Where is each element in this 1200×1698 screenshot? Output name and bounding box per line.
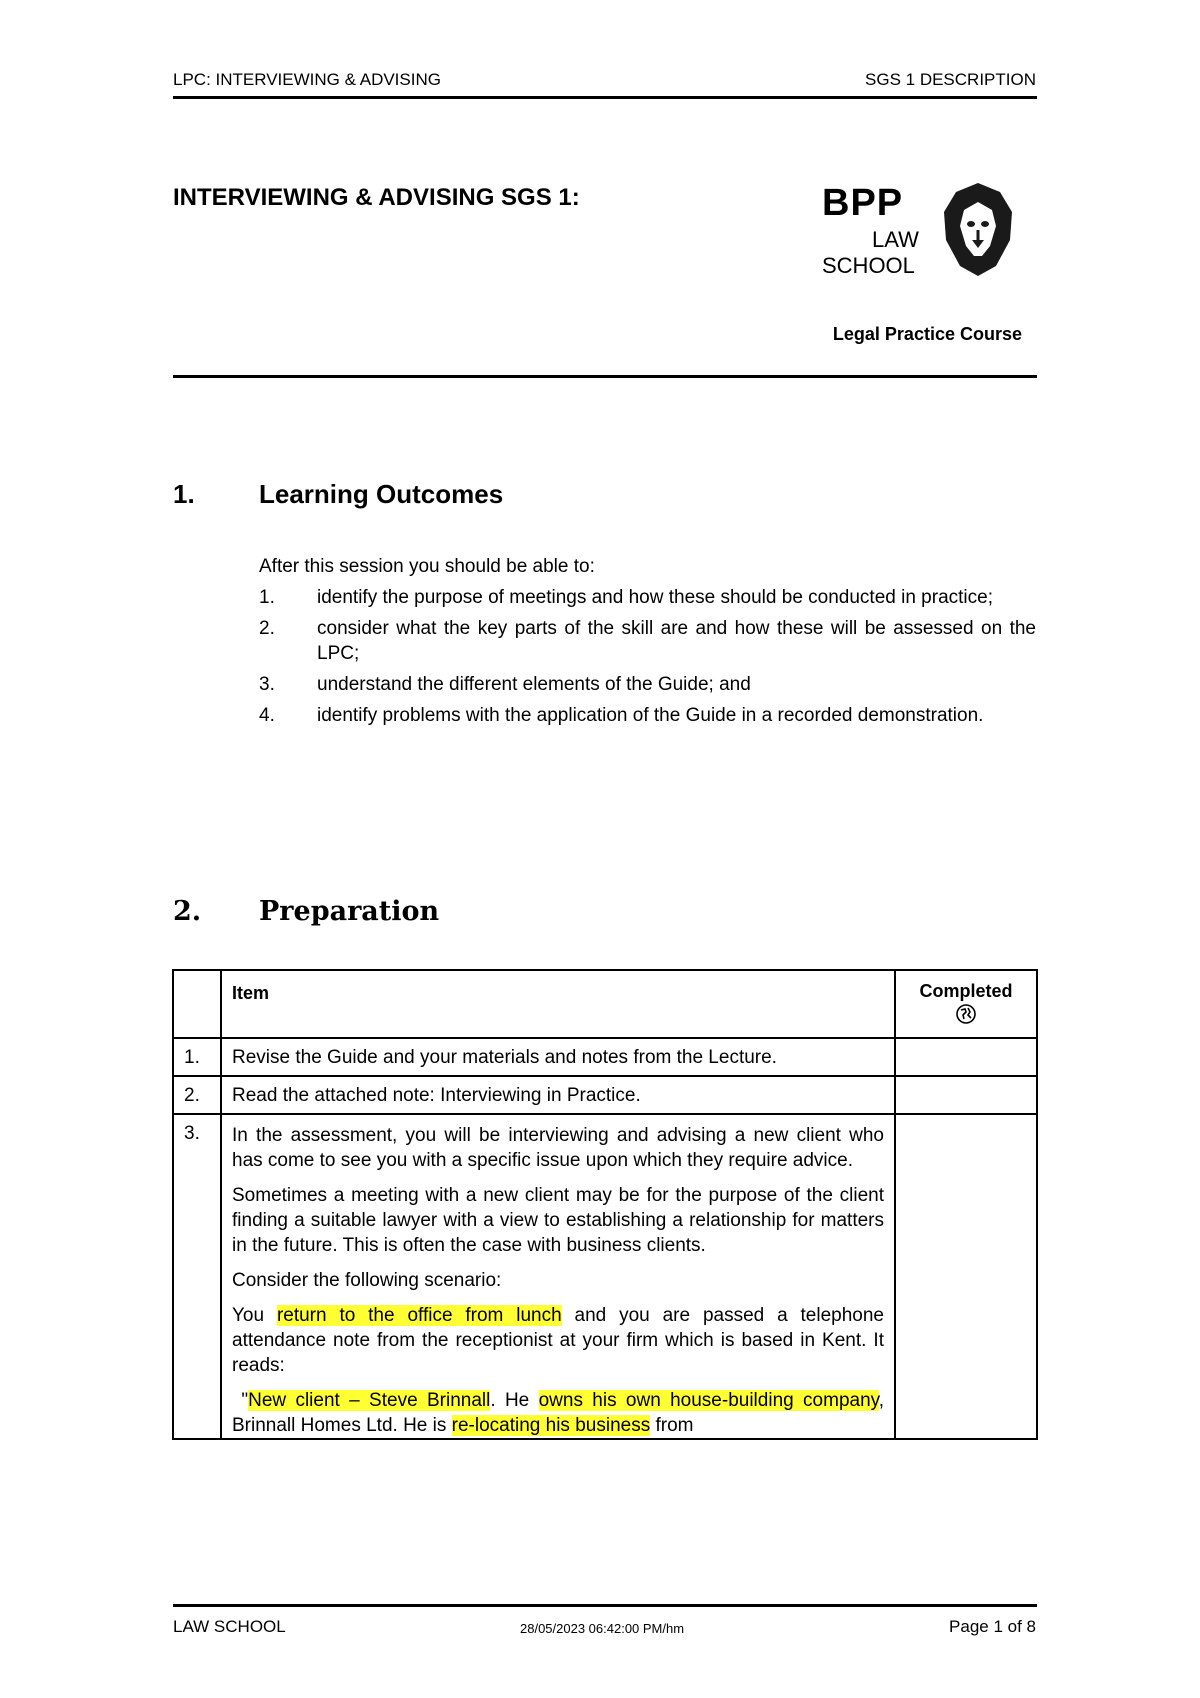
row-number: 2. [173, 1076, 221, 1114]
list-item-text: understand the different elements of the Guide; and [317, 674, 751, 695]
completed-label: Completed [919, 981, 1013, 1001]
list-item-text: identify problems with the application of the Guide in a recorded demonstration. [317, 705, 984, 726]
text-run: , Brinnall Homes Ltd. He is [232, 1390, 885, 1436]
text-run: and you are passed a telephone attendance note from the receptionist at your firm which is based in Kent. It reads: [232, 1305, 884, 1376]
list-item-number: 3. [259, 674, 275, 695]
preparation-table [172, 969, 1038, 1440]
logo-law-text: LAW [872, 227, 919, 252]
list-item [259, 616, 1036, 666]
text-run: " [241, 1390, 249, 1411]
table-row [173, 1114, 1037, 1439]
document-title: INTERVIEWING & ADVISING SGS 1: [173, 184, 580, 211]
section-2-heading: Preparation [259, 896, 440, 927]
row-item: Revise the Guide and your materials and notes from the Lecture. [221, 1038, 895, 1076]
logo-school-text: SCHOOL [822, 253, 915, 278]
header-cell-completed [895, 970, 1037, 1038]
list-item [259, 672, 1036, 697]
globe-icon [955, 1003, 977, 1025]
header-cell-item: Item [221, 970, 895, 1038]
row-item: Read the attached note: Interviewing in Practice. [221, 1076, 895, 1114]
text-run: . He [490, 1390, 539, 1411]
list-item [259, 585, 1036, 610]
row-completed-checkbox[interactable] [895, 1114, 1037, 1439]
highlighted-text: return to the office from lunch [276, 1305, 562, 1326]
header-rule [173, 96, 1037, 99]
row-number: 1. [173, 1038, 221, 1076]
row-completed-checkbox[interactable] [895, 1038, 1037, 1076]
bpp-logo [820, 180, 1020, 280]
footer-left: LAW SCHOOL [173, 1617, 286, 1636]
highlighted-text: re-locating his business [451, 1415, 651, 1436]
table-row [173, 1076, 1037, 1114]
text-run: from [650, 1415, 694, 1436]
header-left: LPC: INTERVIEWING & ADVISING [173, 70, 441, 89]
section-1-number: 1. [173, 479, 195, 509]
table-row [173, 1038, 1037, 1076]
section-1-intro: After this session you should be able to: [259, 556, 595, 577]
page-number: Page 1 of 8 [949, 1617, 1036, 1636]
section-1-heading: Learning Outcomes [259, 479, 504, 509]
highlighted-text: owns his own house-building company [538, 1390, 879, 1411]
header-cell-number [173, 970, 221, 1038]
list-item-text: identify the purpose of meetings and how these should be conducted in practice; [317, 587, 993, 608]
course-subtitle: Legal Practice Course [832, 324, 1022, 344]
footer-rule [173, 1604, 1037, 1607]
section-2-number: 2. [173, 896, 202, 927]
footer-timestamp: 28/05/2023 06:42:00 PM/hm [520, 1621, 685, 1636]
row-number: 3. [173, 1114, 221, 1439]
row-completed-checkbox[interactable] [895, 1076, 1037, 1114]
lion-icon [938, 180, 1018, 280]
table-header-row [173, 970, 1037, 1038]
row-item [221, 1114, 895, 1439]
text-run: You [232, 1305, 277, 1326]
title-rule [173, 375, 1037, 378]
row-paragraph [232, 1388, 884, 1438]
list-item-text: consider what the key parts of the skill are and how these will be assessed on the LPC; [317, 618, 1036, 664]
list-item-number: 4. [259, 705, 275, 726]
logo-bpp-text: BPP [822, 182, 904, 224]
row-paragraph: Consider the following scenario: [232, 1270, 502, 1291]
row-paragraph: In the assessment, you will be interviewing and advising a new client who has come to see you with a specific issue upon which they require advice. [232, 1125, 884, 1171]
list-item-number: 2. [259, 618, 275, 639]
highlighted-text: New client – Steve Brinnall [248, 1390, 491, 1411]
list-item-number: 1. [259, 587, 275, 608]
row-paragraph [232, 1303, 884, 1378]
list-item [259, 703, 1036, 728]
header-right: SGS 1 DESCRIPTION [865, 70, 1036, 89]
row-paragraph: Sometimes a meeting with a new client may be for the purpose of the client finding a suitable lawyer with a view to establishing a relationship for matters in the future. This is often the case with business clients. [232, 1185, 884, 1256]
learning-outcomes-list [259, 585, 1036, 734]
